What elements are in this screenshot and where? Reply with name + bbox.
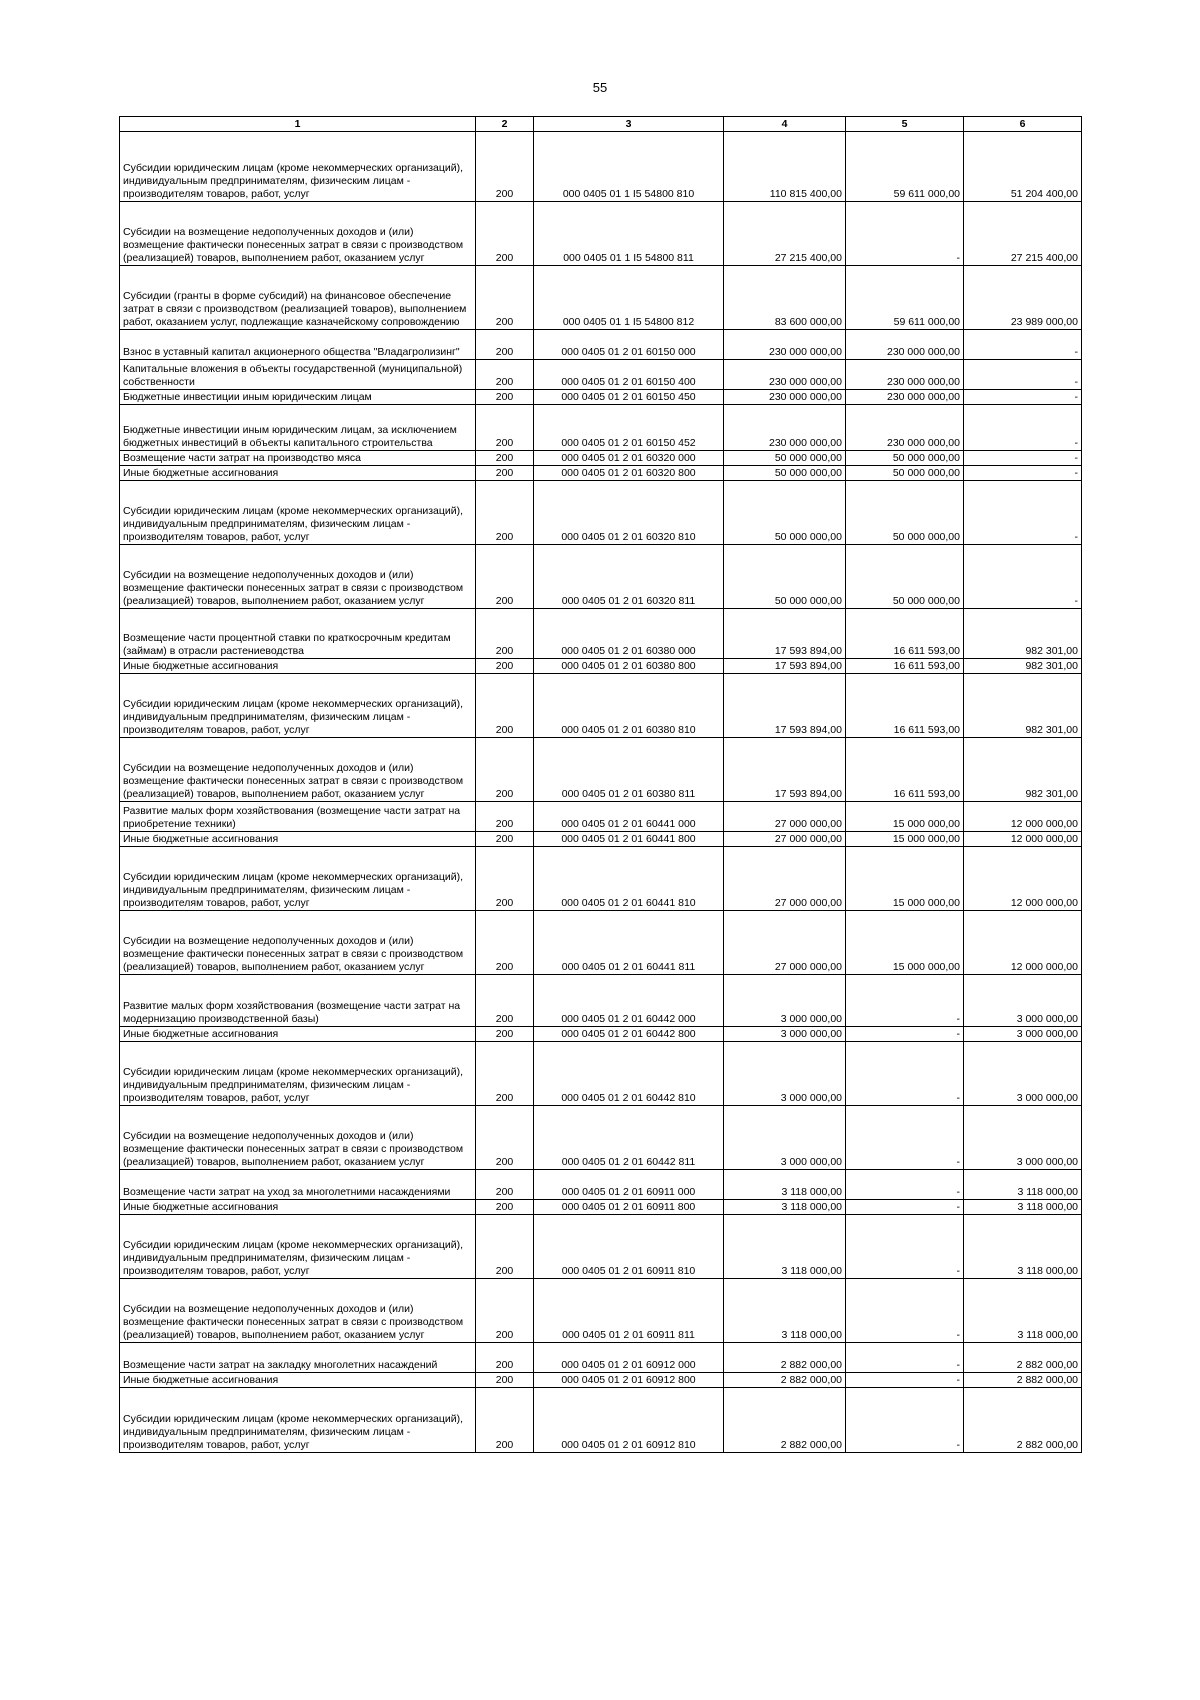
row-classification-code: 000 0405 01 1 I5 54800 812 — [534, 266, 724, 330]
row-unexecuted-amount: - — [964, 390, 1082, 405]
row-classification-code: 000 0405 01 2 01 60911 800 — [534, 1200, 724, 1215]
row-executed-amount: - — [846, 1200, 964, 1215]
row-unexecuted-amount: 3 118 000,00 — [964, 1170, 1082, 1200]
row-unexecuted-amount: 23 989 000,00 — [964, 266, 1082, 330]
row-classification-code: 000 0405 01 2 01 60911 810 — [534, 1215, 724, 1279]
row-description: Субсидии юридическим лицам (кроме некоммерческих организаций), индивидуальным предпринимателям, физическим лицам - производителям товаров, работ, услуг — [120, 481, 476, 545]
table-row — [120, 360, 1082, 390]
row-description: Возмещение части затрат на закладку многолетних насаждений — [120, 1343, 476, 1373]
row-approved-amount: 27 215 400,00 — [724, 202, 846, 266]
row-description: Субсидии юридическим лицам (кроме некоммерческих организаций), индивидуальным предпринимателям, физическим лицам - производителям товаров, работ, услуг — [120, 1388, 476, 1453]
row-executed-amount: - — [846, 1042, 964, 1106]
row-classification-code: 000 0405 01 2 01 60320 810 — [534, 481, 724, 545]
row-approved-amount: 27 000 000,00 — [724, 911, 846, 975]
row-admin-code: 200 — [476, 132, 534, 202]
table-row — [120, 481, 1082, 545]
row-unexecuted-amount: 982 301,00 — [964, 674, 1082, 738]
row-classification-code: 000 0405 01 2 01 60911 811 — [534, 1279, 724, 1343]
row-classification-code: 000 0405 01 2 01 60912 810 — [534, 1388, 724, 1453]
row-classification-code: 000 0405 01 2 01 60320 000 — [534, 451, 724, 466]
row-approved-amount: 27 000 000,00 — [724, 802, 846, 832]
row-description: Субсидии на возмещение недополученных доходов и (или) возмещение фактически понесенных затрат в связи с производством (реализацией) товаров, выполнением работ, оказанием услуг — [120, 545, 476, 609]
table-row — [120, 847, 1082, 911]
row-description: Возмещение части затрат на производство мяса — [120, 451, 476, 466]
row-classification-code: 000 0405 01 1 I5 54800 811 — [534, 202, 724, 266]
row-executed-amount: 230 000 000,00 — [846, 330, 964, 360]
row-description: Иные бюджетные ассигнования — [120, 466, 476, 481]
row-approved-amount: 50 000 000,00 — [724, 466, 846, 481]
row-approved-amount: 17 593 894,00 — [724, 738, 846, 802]
row-description: Субсидии юридическим лицам (кроме некоммерческих организаций), индивидуальным предпринимателям, физическим лицам - производителям товаров, работ, услуг — [120, 674, 476, 738]
row-approved-amount: 3 000 000,00 — [724, 1042, 846, 1106]
table-row — [120, 1373, 1082, 1388]
row-executed-amount: - — [846, 1388, 964, 1453]
row-admin-code: 200 — [476, 202, 534, 266]
table-body — [120, 132, 1082, 1453]
table-row — [120, 911, 1082, 975]
row-executed-amount: - — [846, 202, 964, 266]
row-unexecuted-amount: 982 301,00 — [964, 609, 1082, 659]
row-description: Иные бюджетные ассигнования — [120, 1027, 476, 1042]
row-classification-code: 000 0405 01 2 01 60150 452 — [534, 405, 724, 451]
row-unexecuted-amount: 12 000 000,00 — [964, 802, 1082, 832]
row-unexecuted-amount: 3 118 000,00 — [964, 1279, 1082, 1343]
row-classification-code: 000 0405 01 2 01 60912 800 — [534, 1373, 724, 1388]
row-approved-amount: 230 000 000,00 — [724, 330, 846, 360]
row-classification-code: 000 0405 01 2 01 60441 811 — [534, 911, 724, 975]
row-admin-code: 200 — [476, 738, 534, 802]
row-unexecuted-amount: 12 000 000,00 — [964, 847, 1082, 911]
row-admin-code: 200 — [476, 847, 534, 911]
row-admin-code: 200 — [476, 1106, 534, 1170]
row-executed-amount: 50 000 000,00 — [846, 451, 964, 466]
row-description: Возмещение части процентной ставки по краткосрочным кредитам (займам) в отрасли растениеводства — [120, 609, 476, 659]
table-row — [120, 659, 1082, 674]
table-row — [120, 1200, 1082, 1215]
row-approved-amount: 83 600 000,00 — [724, 266, 846, 330]
row-approved-amount: 3 118 000,00 — [724, 1279, 846, 1343]
row-executed-amount: 15 000 000,00 — [846, 911, 964, 975]
table-row — [120, 1388, 1082, 1453]
row-unexecuted-amount: 3 000 000,00 — [964, 1042, 1082, 1106]
row-unexecuted-amount: 2 882 000,00 — [964, 1373, 1082, 1388]
row-executed-amount: 15 000 000,00 — [846, 802, 964, 832]
row-admin-code: 200 — [476, 1027, 534, 1042]
row-admin-code: 200 — [476, 466, 534, 481]
row-description: Иные бюджетные ассигнования — [120, 1373, 476, 1388]
table-row — [120, 738, 1082, 802]
row-classification-code: 000 0405 01 2 01 60442 810 — [534, 1042, 724, 1106]
row-classification-code: 000 0405 01 2 01 60441 000 — [534, 802, 724, 832]
row-executed-amount: 230 000 000,00 — [846, 390, 964, 405]
row-classification-code: 000 0405 01 2 01 60441 800 — [534, 832, 724, 847]
row-admin-code: 200 — [476, 545, 534, 609]
row-approved-amount: 27 000 000,00 — [724, 832, 846, 847]
column-header-1: 1 — [120, 117, 476, 132]
row-admin-code: 200 — [476, 1343, 534, 1373]
row-classification-code: 000 0405 01 1 I5 54800 810 — [534, 132, 724, 202]
row-unexecuted-amount: 3 000 000,00 — [964, 975, 1082, 1027]
row-admin-code: 200 — [476, 802, 534, 832]
row-classification-code: 000 0405 01 2 01 60442 800 — [534, 1027, 724, 1042]
row-approved-amount: 3 000 000,00 — [724, 975, 846, 1027]
row-executed-amount: 50 000 000,00 — [846, 466, 964, 481]
row-executed-amount: 15 000 000,00 — [846, 832, 964, 847]
row-approved-amount: 110 815 400,00 — [724, 132, 846, 202]
row-description: Взнос в уставный капитал акционерного общества "Владагролизинг" — [120, 330, 476, 360]
row-approved-amount: 17 593 894,00 — [724, 659, 846, 674]
row-admin-code: 200 — [476, 451, 534, 466]
row-classification-code: 000 0405 01 2 01 60380 811 — [534, 738, 724, 802]
row-description: Субсидии на возмещение недополученных доходов и (или) возмещение фактически понесенных затрат в связи с производством (реализацией) товаров, выполнением работ, оказанием услуг — [120, 202, 476, 266]
row-admin-code: 200 — [476, 1042, 534, 1106]
row-admin-code: 200 — [476, 609, 534, 659]
row-executed-amount: - — [846, 1027, 964, 1042]
table-row — [120, 832, 1082, 847]
row-unexecuted-amount: 27 215 400,00 — [964, 202, 1082, 266]
row-admin-code: 200 — [476, 1215, 534, 1279]
row-description: Капитальные вложения в объекты государственной (муниципальной) собственности — [120, 360, 476, 390]
row-classification-code: 000 0405 01 2 01 60911 000 — [534, 1170, 724, 1200]
header-row — [120, 117, 1082, 132]
row-admin-code: 200 — [476, 1200, 534, 1215]
row-unexecuted-amount: 2 882 000,00 — [964, 1343, 1082, 1373]
row-approved-amount: 230 000 000,00 — [724, 390, 846, 405]
table-row — [120, 451, 1082, 466]
row-classification-code: 000 0405 01 2 01 60320 811 — [534, 545, 724, 609]
row-executed-amount: 50 000 000,00 — [846, 481, 964, 545]
row-classification-code: 000 0405 01 2 01 60442 811 — [534, 1106, 724, 1170]
row-admin-code: 200 — [476, 266, 534, 330]
row-unexecuted-amount: 2 882 000,00 — [964, 1388, 1082, 1453]
row-admin-code: 200 — [476, 330, 534, 360]
table-row — [120, 1279, 1082, 1343]
row-approved-amount: 3 000 000,00 — [724, 1027, 846, 1042]
table-row — [120, 266, 1082, 330]
row-executed-amount: 15 000 000,00 — [846, 847, 964, 911]
row-admin-code: 200 — [476, 911, 534, 975]
row-unexecuted-amount: - — [964, 330, 1082, 360]
row-approved-amount: 3 000 000,00 — [724, 1106, 846, 1170]
row-admin-code: 200 — [476, 975, 534, 1027]
row-classification-code: 000 0405 01 2 01 60441 810 — [534, 847, 724, 911]
table-row — [120, 1215, 1082, 1279]
row-description: Субсидии на возмещение недополученных доходов и (или) возмещение фактически понесенных затрат в связи с производством (реализацией) товаров, выполнением работ, оказанием услуг — [120, 1106, 476, 1170]
row-unexecuted-amount: - — [964, 360, 1082, 390]
row-approved-amount: 27 000 000,00 — [724, 847, 846, 911]
row-admin-code: 200 — [476, 1170, 534, 1200]
table-row — [120, 466, 1082, 481]
row-description: Субсидии юридическим лицам (кроме некоммерческих организаций), индивидуальным предпринимателям, физическим лицам - производителям товаров, работ, услуг — [120, 132, 476, 202]
table-row — [120, 1343, 1082, 1373]
table-row — [120, 390, 1082, 405]
row-unexecuted-amount: 982 301,00 — [964, 738, 1082, 802]
column-header-6: 6 — [964, 117, 1082, 132]
row-unexecuted-amount: 3 000 000,00 — [964, 1106, 1082, 1170]
table-row — [120, 674, 1082, 738]
row-approved-amount: 2 882 000,00 — [724, 1343, 846, 1373]
table-row — [120, 609, 1082, 659]
row-description: Возмещение части затрат на уход за многолетними насаждениями — [120, 1170, 476, 1200]
table-row — [120, 202, 1082, 266]
row-executed-amount: - — [846, 1215, 964, 1279]
row-executed-amount: 16 611 593,00 — [846, 659, 964, 674]
row-approved-amount: 2 882 000,00 — [724, 1388, 846, 1453]
column-header-4: 4 — [724, 117, 846, 132]
row-approved-amount: 50 000 000,00 — [724, 545, 846, 609]
row-description: Субсидии на возмещение недополученных доходов и (или) возмещение фактически понесенных затрат в связи с производством (реализацией) товаров, выполнением работ, оказанием услуг — [120, 1279, 476, 1343]
row-approved-amount: 17 593 894,00 — [724, 674, 846, 738]
row-description: Субсидии юридическим лицам (кроме некоммерческих организаций), индивидуальным предпринимателям, физическим лицам - производителям товаров, работ, услуг — [120, 1215, 476, 1279]
row-executed-amount: 59 611 000,00 — [846, 132, 964, 202]
row-executed-amount: - — [846, 1170, 964, 1200]
row-executed-amount: - — [846, 1279, 964, 1343]
row-unexecuted-amount: 3 118 000,00 — [964, 1200, 1082, 1215]
table-row — [120, 545, 1082, 609]
table-row — [120, 132, 1082, 202]
budget-table — [119, 116, 1082, 1453]
row-approved-amount: 3 118 000,00 — [724, 1215, 846, 1279]
row-classification-code: 000 0405 01 2 01 60320 800 — [534, 466, 724, 481]
row-classification-code: 000 0405 01 2 01 60150 400 — [534, 360, 724, 390]
row-description: Развитие малых форм хозяйствования (возмещение части затрат на приобретение техники) — [120, 802, 476, 832]
row-unexecuted-amount: - — [964, 545, 1082, 609]
row-executed-amount: - — [846, 975, 964, 1027]
row-executed-amount: - — [846, 1106, 964, 1170]
table-row — [120, 330, 1082, 360]
table-row — [120, 1027, 1082, 1042]
row-unexecuted-amount: 51 204 400,00 — [964, 132, 1082, 202]
column-header-5: 5 — [846, 117, 964, 132]
row-admin-code: 200 — [476, 1388, 534, 1453]
table-row — [120, 1106, 1082, 1170]
row-unexecuted-amount: 12 000 000,00 — [964, 911, 1082, 975]
row-classification-code: 000 0405 01 2 01 60380 810 — [534, 674, 724, 738]
row-unexecuted-amount: - — [964, 481, 1082, 545]
row-classification-code: 000 0405 01 2 01 60380 000 — [534, 609, 724, 659]
row-description: Иные бюджетные ассигнования — [120, 1200, 476, 1215]
row-description: Субсидии на возмещение недополученных доходов и (или) возмещение фактически понесенных затрат в связи с производством (реализацией) товаров, выполнением работ, оказанием услуг — [120, 911, 476, 975]
row-classification-code: 000 0405 01 2 01 60442 000 — [534, 975, 724, 1027]
row-description: Бюджетные инвестиции иным юридическим лицам — [120, 390, 476, 405]
row-description: Развитие малых форм хозяйствования (возмещение части затрат на модернизацию производственной базы) — [120, 975, 476, 1027]
row-approved-amount: 50 000 000,00 — [724, 481, 846, 545]
row-approved-amount: 17 593 894,00 — [724, 609, 846, 659]
row-unexecuted-amount: 12 000 000,00 — [964, 832, 1082, 847]
row-executed-amount: - — [846, 1373, 964, 1388]
row-description: Иные бюджетные ассигнования — [120, 832, 476, 847]
row-admin-code: 200 — [476, 390, 534, 405]
row-approved-amount: 2 882 000,00 — [724, 1373, 846, 1388]
row-admin-code: 200 — [476, 674, 534, 738]
row-approved-amount: 230 000 000,00 — [724, 360, 846, 390]
row-admin-code: 200 — [476, 360, 534, 390]
row-unexecuted-amount: - — [964, 405, 1082, 451]
page-number: 55 — [592, 80, 608, 95]
row-description: Субсидии юридическим лицам (кроме некоммерческих организаций), индивидуальным предпринимателям, физическим лицам - производителям товаров, работ, услуг — [120, 1042, 476, 1106]
row-description: Иные бюджетные ассигнования — [120, 659, 476, 674]
row-admin-code: 200 — [476, 1373, 534, 1388]
row-unexecuted-amount: 3 000 000,00 — [964, 1027, 1082, 1042]
table-row — [120, 405, 1082, 451]
row-executed-amount: - — [846, 1343, 964, 1373]
row-approved-amount: 3 118 000,00 — [724, 1170, 846, 1200]
row-executed-amount: 16 611 593,00 — [846, 738, 964, 802]
table-row — [120, 1042, 1082, 1106]
row-executed-amount: 230 000 000,00 — [846, 405, 964, 451]
row-executed-amount: 59 611 000,00 — [846, 266, 964, 330]
row-description: Субсидии юридическим лицам (кроме некоммерческих организаций), индивидуальным предпринимателям, физическим лицам - производителям товаров, работ, услуг — [120, 847, 476, 911]
row-approved-amount: 3 118 000,00 — [724, 1200, 846, 1215]
row-executed-amount: 16 611 593,00 — [846, 609, 964, 659]
row-approved-amount: 230 000 000,00 — [724, 405, 846, 451]
table-row — [120, 802, 1082, 832]
row-classification-code: 000 0405 01 2 01 60150 000 — [534, 330, 724, 360]
row-admin-code: 200 — [476, 481, 534, 545]
row-admin-code: 200 — [476, 832, 534, 847]
row-description: Субсидии (гранты в форме субсидий) на финансовое обеспечение затрат в связи с производством (реализацией товаров), выполнением работ, оказанием услуг, подлежащие казначейскому сопровождению — [120, 266, 476, 330]
row-unexecuted-amount: - — [964, 466, 1082, 481]
row-admin-code: 200 — [476, 1279, 534, 1343]
row-admin-code: 200 — [476, 405, 534, 451]
row-executed-amount: 16 611 593,00 — [846, 674, 964, 738]
table-row — [120, 975, 1082, 1027]
column-header-3: 3 — [534, 117, 724, 132]
table-row — [120, 1170, 1082, 1200]
row-classification-code: 000 0405 01 2 01 60380 800 — [534, 659, 724, 674]
row-approved-amount: 50 000 000,00 — [724, 451, 846, 466]
row-classification-code: 000 0405 01 2 01 60912 000 — [534, 1343, 724, 1373]
row-unexecuted-amount: - — [964, 451, 1082, 466]
row-description: Субсидии на возмещение недополученных доходов и (или) возмещение фактически понесенных затрат в связи с производством (реализацией) товаров, выполнением работ, оказанием услуг — [120, 738, 476, 802]
row-unexecuted-amount: 982 301,00 — [964, 659, 1082, 674]
row-admin-code: 200 — [476, 659, 534, 674]
column-header-2: 2 — [476, 117, 534, 132]
row-description: Бюджетные инвестиции иным юридическим лицам, за исключением бюджетных инвестиций в объекты капитального строительства — [120, 405, 476, 451]
row-executed-amount: 50 000 000,00 — [846, 545, 964, 609]
row-unexecuted-amount: 3 118 000,00 — [964, 1215, 1082, 1279]
row-executed-amount: 230 000 000,00 — [846, 360, 964, 390]
row-classification-code: 000 0405 01 2 01 60150 450 — [534, 390, 724, 405]
